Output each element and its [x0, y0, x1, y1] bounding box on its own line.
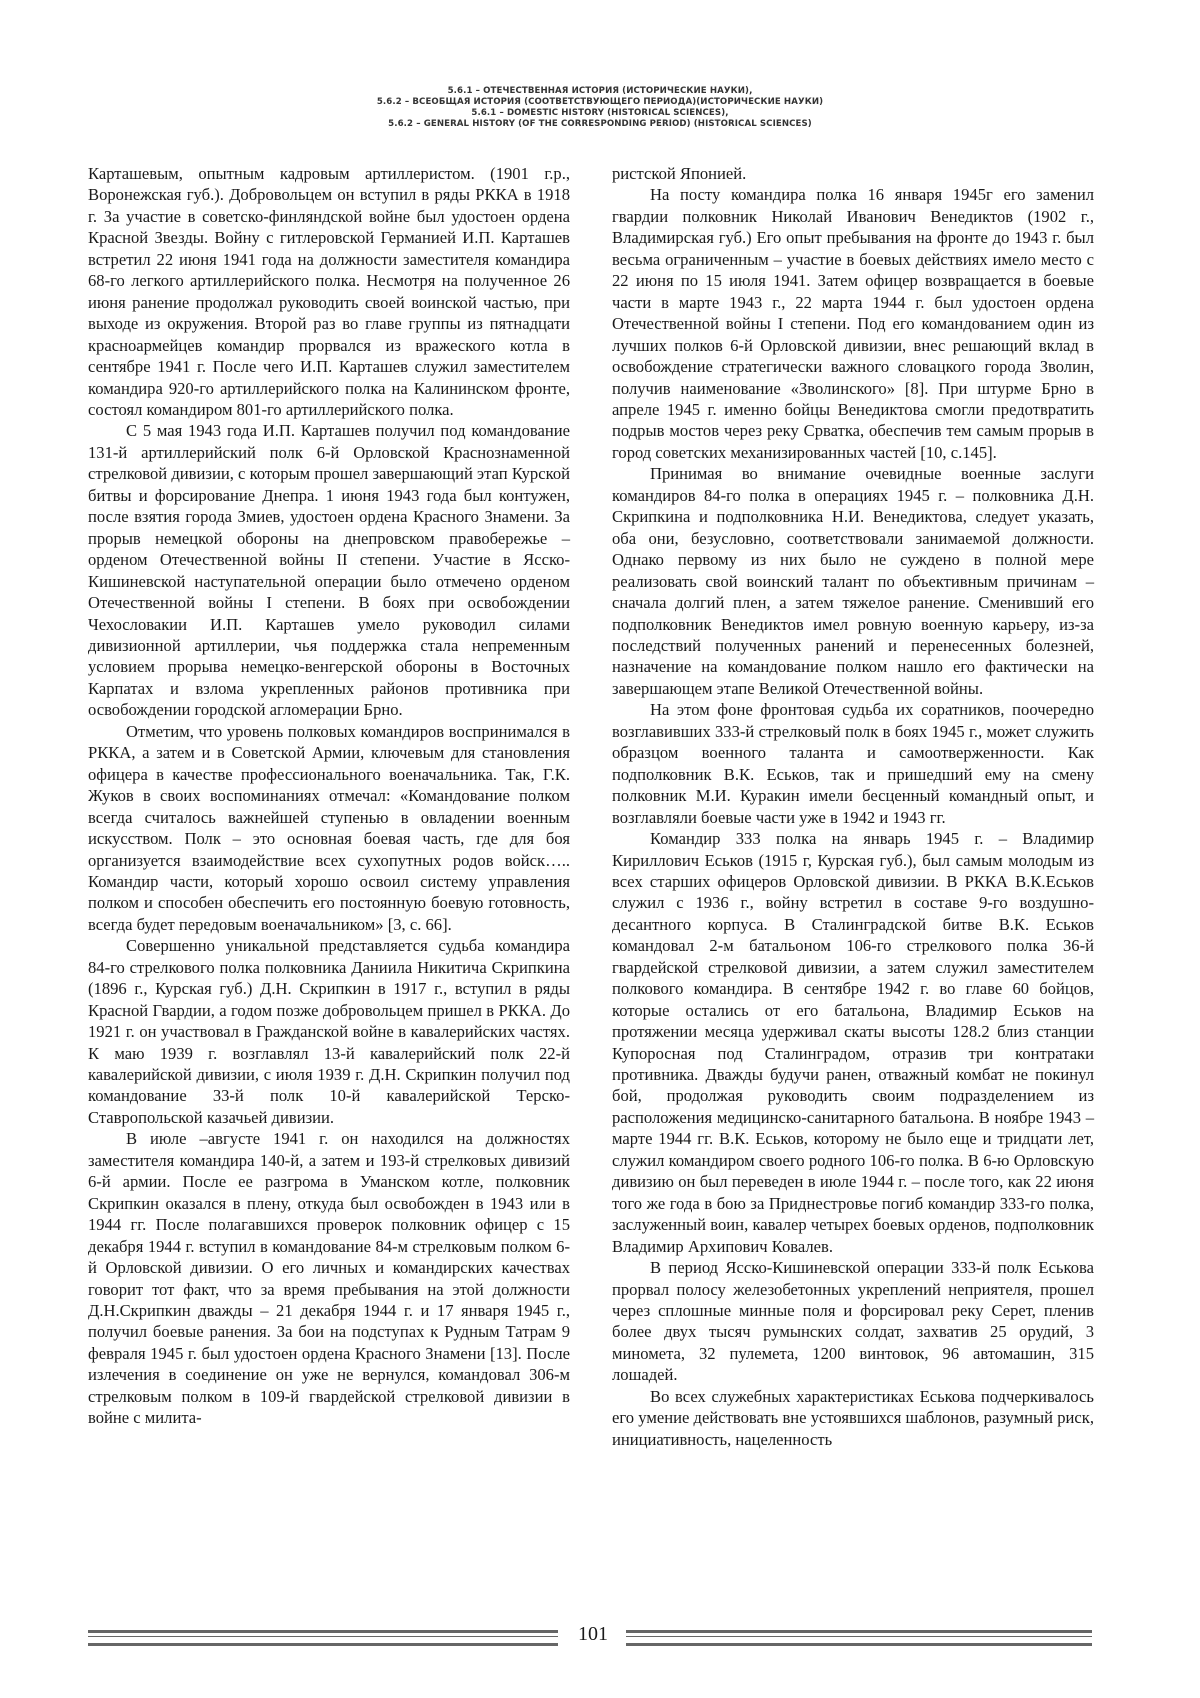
header-line: 5.6.2 – GENERAL HISTORY (OF THE CORRESPONDING PERIOD) (HISTORICAL SCIENCES) [388, 119, 812, 129]
paragraph: На посту командира полка 16 января 1945г его заменил гвардии полковник Николай Иванович Венедиктов (1902 г., Владимирская губ.) Его опыт пребывания на фронте до 1943 г. был весьма ограниченным – участие в боевых действиях имело место с 22 июня по 15 июля 1941. Затем офицер возвращается в боевые части в марте 1943 г., 22 марта 1944 г. был удостоен ордена Отечественной войны I степени. Под его командованием один из лучших полков 6-й Орловской дивизии, внес решающий вклад в освобождение стратегически важного словацкого города Зволин, получив наименование «Зволинского» [8]. При штурме Брно в апреле 1945 г. именно бойцы Венедиктова смогли предотвратить подрыв мостов через реку Срватка, обеспечив тем самым прорыв в город советских механизированных частей [10, с.145]. [612, 185, 1094, 462]
paragraph: С 5 мая 1943 года И.П. Карташев получил под командование 131-й артиллерийский полк 6-й Орловской Краснознаменной стрелковой дивизии, с которым прошел завершающий этап Курской битвы и форсирование Днепра. 1 июня 1943 года был контужен, после взятия города Змиев, удостоен ордена Красного Знамени. За прорыв немецкой обороны на днепровском правобережье – орденом Отечественной войны II степени. Участие в Ясско-Кишиневской наступательной операции было отмечено орденом Отечественной войны I степени. В боях при освобождении Чехословакии И.П. Карташев умело руководил силами дивизионной артиллерии, чья поддержка стала непременным условием прорыва немецко-венгерской обороны в Восточных Карпатах и взлома укрепленных районов противника при освобождении городской агломерации Брно. [88, 421, 570, 720]
left-column [88, 163, 570, 1429]
paragraph: Во всех служебных характеристиках Еськова подчеркивалось его умение действовать вне устоявшихся шаблонов, разумный риск, инициативность, нацеленность [612, 1386, 1094, 1449]
header-line: 5.6.1 – ОТЕЧЕСТВЕННАЯ ИСТОРИЯ (ИСТОРИЧЕСКИЕ НАУКИ), [447, 86, 753, 96]
paragraph: Командир 333 полка на январь 1945 г. – Владимир Кириллович Еськов (1915 г, Курская губ.), был самым молодым из всех старших офицеров Орловской дивизии. В РККА В.К.Еськов служил с 1936 г., войну встретил в составе 9-го воздушно-десантного корпуса. В Сталинградской битве В.К. Еськов командовал 2-м батальоном 106-го стрелкового полка 36-й гвардейской стрелковой дивизии, а затем служил заместителем полкового командира. В сентябре 1942 г. во главе 60 бойцов, которые остались от его батальона, Владимир Еськов на протяжении месяца удерживал скаты высоты 128.2 близ станции Купоросная под Сталинградом, отразив три контратаки противника. Дважды будучи ранен, отважный комбат не покинул бой, продолжая руководить своим подразделением из расположения медицинско-санитарного батальона. В ноябре 1943 – марте 1944 гг. В.К. Еськов, которому не было еще и тридцати лет, служил командиром своего родного 106-го полка. В 6-ю Орловскую дивизию он был переведен в июле 1944 г. – после того, как 22 июня того же года в бою за Приднестровье погиб командир 333-го полка, заслуженный воин, кавалер четырех боевых орденов, подполковник Владимир Архипович Ковалев. [612, 829, 1094, 1256]
right-column [612, 163, 1094, 1450]
header-line: 5.6.2 – ВСЕОБЩАЯ ИСТОРИЯ (СООТВЕТСТВУЮЩЕГО ПЕРИОДА)(ИСТОРИЧЕСКИЕ НАУКИ) [376, 97, 824, 107]
paragraph: ристской Японией. [612, 164, 747, 183]
paragraph: В июле –августе 1941 г. он находился на должностях заместителя командира 140-й, а затем и 193-й стрелковых дивизий 6-й армии. После ее разгрома в Уманском котле, полковник Скрипкин оказался в плену, откуда был освобожден в 1943 или в 1944 гг. После полагавшихся проверок полковник офицер с 15 декабря 1944 г. вступил в командование 84-м стрелковым полком 6-й Орловской дивизии. О его личных и командирских качествах говорит тот факт, что за время пребывания на этой должности Д.Н.Скрипкин дважды – 21 декабря 1944 г. и 17 января 1945 г., получил боевые ранения. За бои на подступах к Рудным Татрам 9 февраля 1945 г. был удостоен ордена Красного Знамени [13]. После излечения в соединение он уже не вернулся, командовал 306-м стрелковым полком в 109-й гвардейской стрелковой дивизии в войне с милита- [88, 1129, 570, 1428]
header-line: 5.6.1 – DOMESTIC HISTORY (HISTORICAL SCIENCES), [471, 108, 729, 118]
footer-rule-left [88, 1630, 558, 1646]
page-number: 101 [578, 1623, 608, 1645]
footer-rule-right [626, 1630, 1092, 1646]
paragraph: Карташевым, опытным кадровым артиллеристом. (1901 г.р., Воронежская губ.). Добровольцем он вступил в ряды РККА в 1918 г. За участие в советско-финляндской войне был удостоен ордена Красной Звезды. Войну с гитлеровской Германией И.П. Карташев встретил 22 июня 1941 года на должности заместителя командира 68-го легкого артиллерийского полка. Несмотря на полученное 26 июня ранение продолжал руководить своей воинской частью, при выходе из окружения. Второй раз во главе группы из пятнадцати красноармейцев командир прорвался из вражеского котла в сентябре 1941 г. После чего И.П. Карташев служил заместителем командира 920-го артиллерийского полка на Калининском фронте, состоял командиром 801-го артиллерийского полка. [88, 164, 570, 419]
paragraph: На этом фоне фронтовая судьба их соратников, поочередно возглавивших 333-й стрелковый полк в боях 1945 г., может служить образцом военного таланта и самоотверженности. Как подполковник В.К. Еськов, так и пришедший ему на смену полковник М.И. Куракин имели бесценный командный опыт, и возглавляли боевые части уже в 1942 и 1943 гг. [612, 700, 1094, 827]
paragraph: Отметим, что уровень полковых командиров воспринимался в РККА, а затем и в Советской Армии, ключевым для становления офицера в качестве профессионального военачальника. Так, Г.К. Жуков в своих воспоминаниях отмечал: «Командование полком всегда считалось важнейшей ступенью в овладении военным искусством. Полк – это основная боевая часть, где для боя организуется взаимодействие всех сухопутных родов войск….. Командир части, который хорошо освоил систему управления полком и способен обеспечить его постоянную боевую готовность, всегда будет передовым военачальником» [3, с. 66]. [88, 721, 570, 934]
paragraph: Принимая во внимание очевидные военные заслуги командиров 84-го полка в операциях 1945 г. – полковника Д.Н. Скрипкина и подполковника Н.И. Венедиктова, следует указать, оба они, безусловно, соответствовали занимаемой должности. Однако первому из них было не суждено в полной мере реализовать свой воинский талант по объективным причинам – сначала долгий плен, а затем тяжелое ранение. Сменивший его подполковник Венедиктов имел ровную военную карьеру, из-за последствий полученных ранений и перенесенных болезней, назначение на командование полком нашло его фактически на завершающем этапе Великой Отечественной войны. [612, 464, 1094, 698]
running-header [240, 86, 960, 130]
paragraph: Совершенно уникальной представляется судьба командира 84-го стрелкового полка полковника Даниила Никитича Скрипкина (1896 г., Курская губ.) Д.Н. Скрипкин в 1917 г., вступил в ряды Красной Гвардии, а годом позже добровольцем пришел в РККА. До 1921 г. он участвовал в Гражданской войне в кавалерийских частях. К маю 1939 г. возглавлял 13-й кавалерийский полк 22-й кавалерийской дивизии, с июля 1939 г. Д.Н. Скрипкин получил под командование 33-й полк 10-й кавалерийской Терско-Ставропольской казачьей дивизии. [88, 936, 570, 1127]
paragraph: В период Ясско-Кишиневской операции 333-й полк Еськова прорвал полосу железобетонных укреплений неприятеля, прошел через сплошные минные поля и форсировал реку Серет, пленив более двух тысяч румынских солдат, захватив 25 орудий, 3 миномета, 32 пулемета, 1200 винтовок, 96 автомашин, 315 лошадей. [612, 1258, 1094, 1385]
